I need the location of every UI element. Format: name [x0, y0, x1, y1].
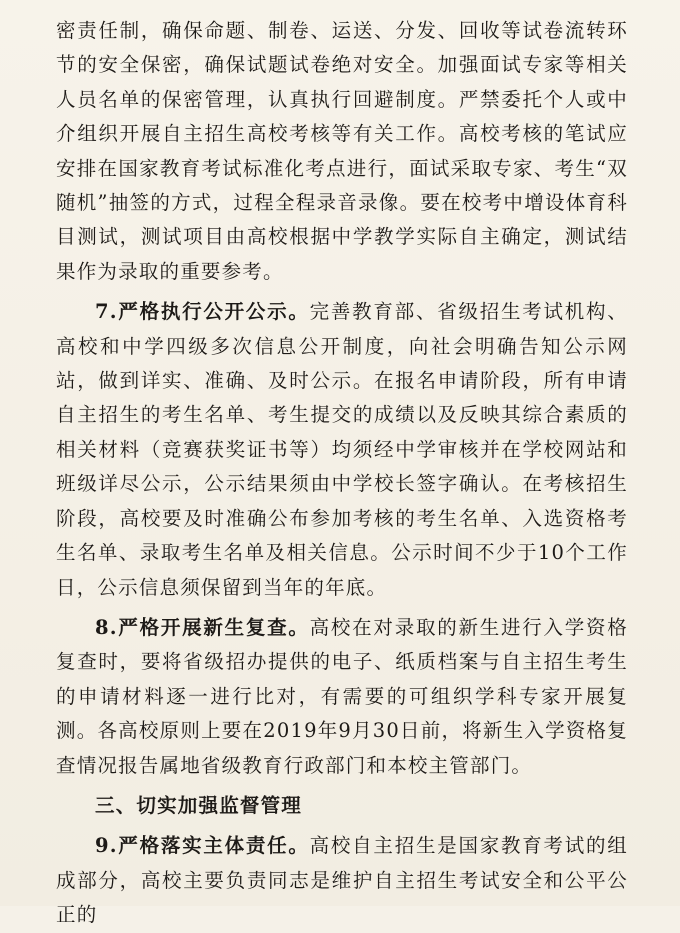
item-7-body: 完善教育部、省级招生考试机构、高校和中学四级多次信息公开制度，向社会明确告知公示网站，做到详实、准确、及时公示。在报名申请阶段，所有申请自主招生的考生名单、考生提交的成绩以及反映其综合素质的相关材料（竞赛获奖证书等）均须经中学审核并在学校网站和班级详尽公示，公示结果须由中学校长签字确认。在考核招生阶段，高校要及时准确公布参加考核的考生名单、入选资格考生名单、录取考生名单及相关信息。公示时间不少于10个工作日，公示信息须保留到当年的年底。	[56, 300, 628, 599]
paragraph-item-7	[56, 295, 628, 605]
paragraph-item-8	[56, 611, 628, 783]
section-heading-3: 三、切实加强监督管理	[95, 793, 303, 817]
item-9-lead: 9.严格落实主体责任。	[95, 834, 310, 858]
paragraph-item-9	[56, 829, 628, 932]
item-8-body: 高校在对录取的新生进行入学资格复查时，要将省级招办提供的电子、纸质档案与自主招生考生的申请材料逐一进行比对，有需要的可组织学科专家开展复测。各高校原则上要在2019年9月30日前，将新生入学资格复查情况报告属地省级教育行政部门和本校主管部门。	[56, 615, 628, 777]
item-7-lead: 7.严格执行公开公示。	[95, 300, 310, 324]
item-8-lead: 8.严格开展新生复查。	[95, 615, 310, 639]
paragraph-intro-text: 密责任制，确保命题、制卷、运送、分发、回收等试卷流转环节的安全保密，确保试题试卷绝对安全。加强面试专家等相关人员名单的保密管理，认真执行回避制度。严禁委托个人或中介组织开展自主招生高校考核等有关工作。高校考核的笔试应安排在国家教育考试标准化考点进行，面试采取专家、考生“双随机”抽签的方式，过程全程录音录像。要在校考中增设体育科目测试，测试项目由高校根据中学教学实际自主确定，测试结果作为录取的重要参考。	[56, 19, 628, 283]
paragraph-intro	[56, 14, 628, 289]
item-9-body: 高校自主招生是国家教育考试的组成部分，高校主要负责同志是维护自主招生考试安全和公平公正的	[56, 834, 628, 927]
